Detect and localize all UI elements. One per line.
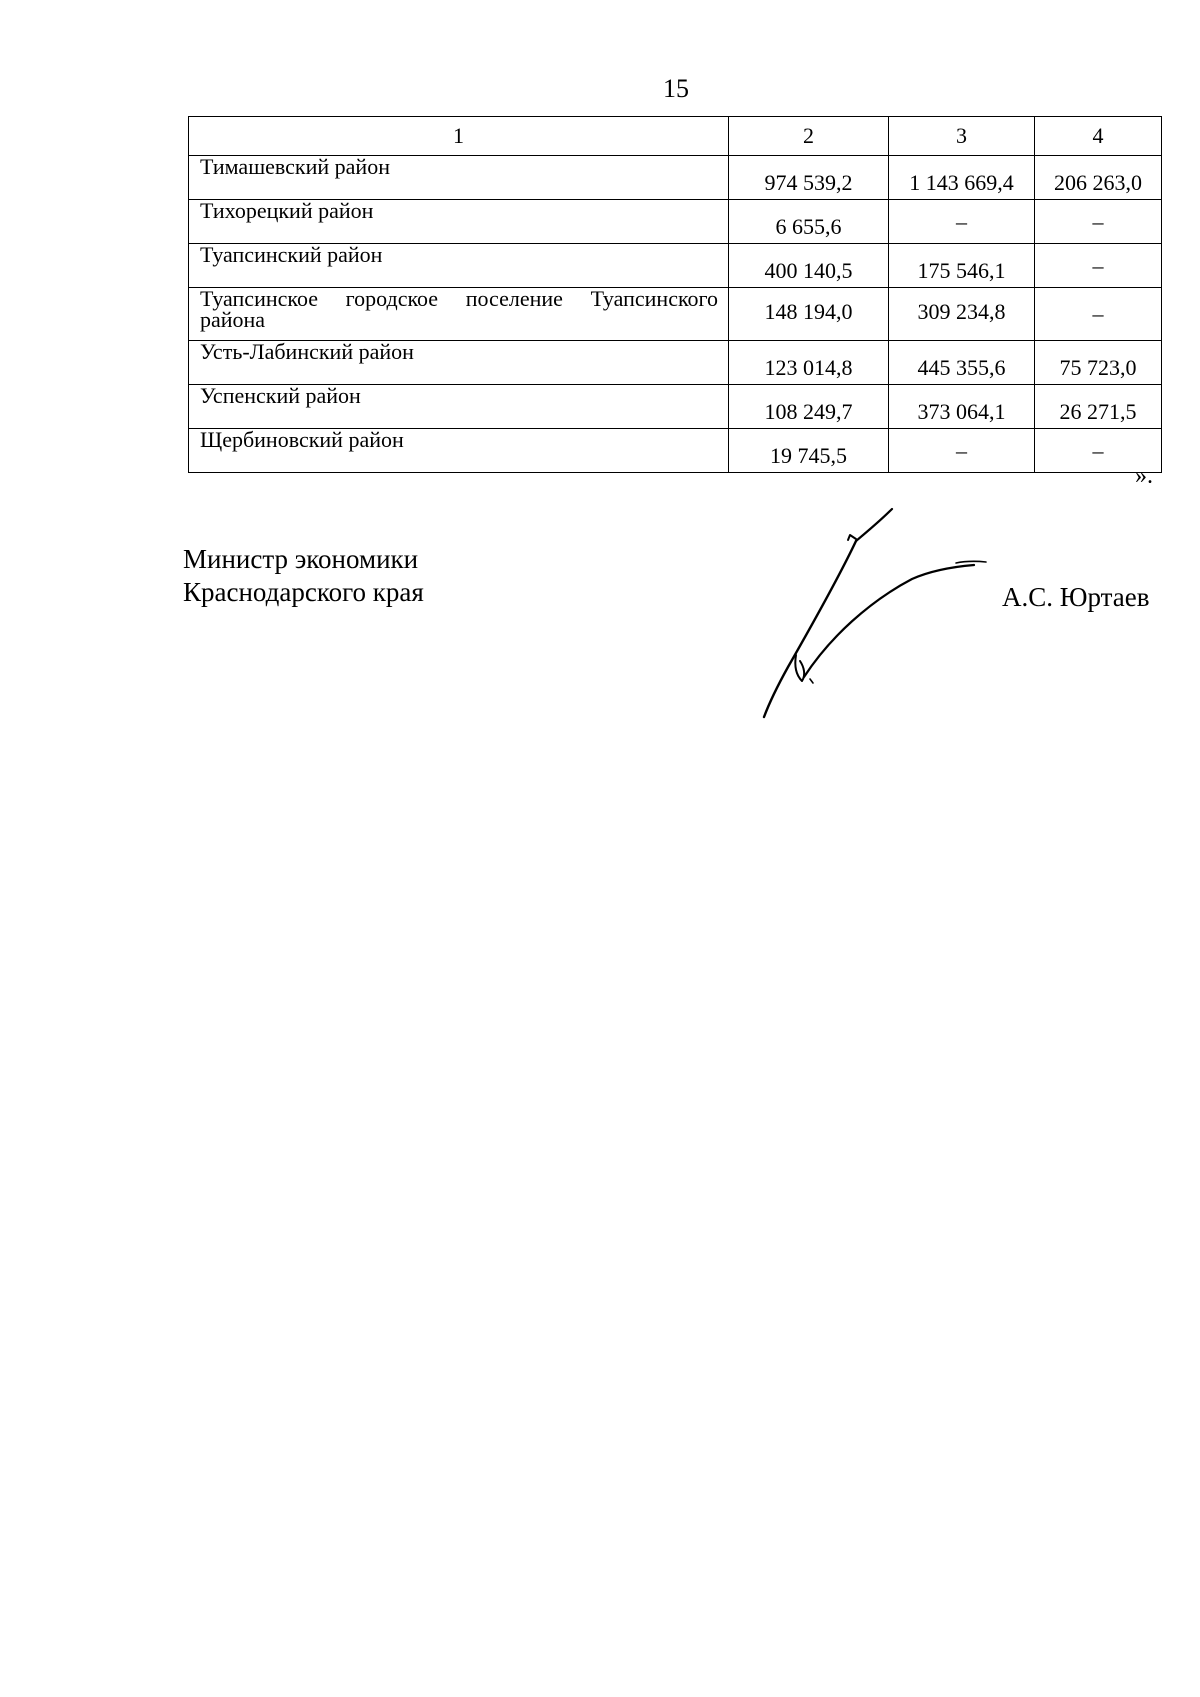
table-row: [189, 385, 1162, 429]
value-cell: –: [1035, 429, 1162, 473]
table-row: [189, 156, 1162, 200]
closing-quote: ».: [1135, 463, 1153, 489]
value-cell: –: [1035, 200, 1162, 244]
value-cell: 26 271,5: [1035, 385, 1162, 429]
value-cell: 445 355,6: [889, 341, 1035, 385]
position-line-1: Министр экономики: [183, 544, 419, 574]
value-cell: –: [889, 200, 1035, 244]
table-row: [189, 288, 1162, 341]
district-name: Успенский район: [189, 385, 729, 429]
column-header-3: 3: [889, 117, 1035, 156]
value-cell: 400 140,5: [729, 244, 889, 288]
value-cell: 108 249,7: [729, 385, 889, 429]
value-cell: –: [1035, 288, 1162, 341]
value-cell: 75 723,0: [1035, 341, 1162, 385]
value-cell: 309 234,8: [889, 288, 1035, 341]
column-header-1: 1: [189, 117, 729, 156]
value-cell: 19 745,5: [729, 429, 889, 473]
value-cell: 148 194,0: [729, 288, 889, 341]
column-header-2: 2: [729, 117, 889, 156]
value-cell: 206 263,0: [1035, 156, 1162, 200]
value-cell: –: [889, 429, 1035, 473]
district-name: Щербиновский район: [189, 429, 729, 473]
value-cell: 123 014,8: [729, 341, 889, 385]
district-name: Тимашевский район: [189, 156, 729, 200]
signatory-name: А.С. Юртаев: [1002, 582, 1150, 612]
table-row: [189, 200, 1162, 244]
table-row: [189, 341, 1162, 385]
district-name: Тихорецкий район: [189, 200, 729, 244]
value-cell: 6 655,6: [729, 200, 889, 244]
column-header-4: 4: [1035, 117, 1162, 156]
district-name: Усть-Лабинский район: [189, 341, 729, 385]
table-row: [189, 429, 1162, 473]
table-header-row: [189, 117, 1162, 156]
value-cell: 373 064,1: [889, 385, 1035, 429]
value-cell: 175 546,1: [889, 244, 1035, 288]
table-row: [189, 244, 1162, 288]
district-name: Туапсинское городское поселение Туапсинского района: [189, 288, 729, 341]
value-cell: 1 143 669,4: [889, 156, 1035, 200]
value-cell: –: [1035, 244, 1162, 288]
district-name: Туапсинский район: [189, 244, 729, 288]
handwritten-signature: [760, 505, 1020, 725]
page-number: 15: [663, 74, 689, 103]
position-line-2: Краснодарского края: [183, 577, 424, 607]
signatory-position: [183, 543, 424, 609]
value-cell: 974 539,2: [729, 156, 889, 200]
data-table: [188, 116, 1162, 473]
